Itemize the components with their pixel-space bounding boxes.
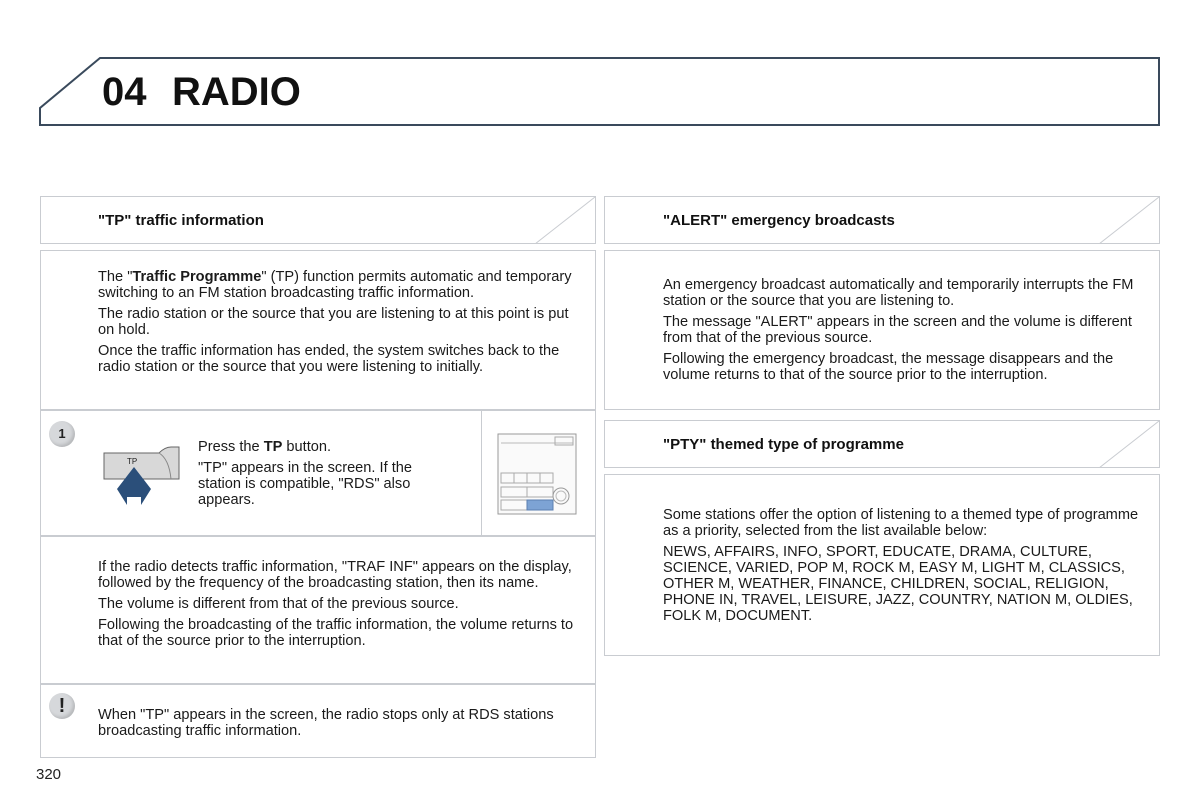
detection-paragraph: Following the broadcasting of the traffic information, the volume returns to that of the source prior to the interruption.: [98, 617, 574, 649]
pty-body-box: [604, 474, 1160, 656]
alert-body-box: [604, 250, 1160, 410]
chapter-title: RADIO: [172, 70, 301, 114]
corner-decoration: [1099, 197, 1159, 244]
tp-intro-paragraph: The "Traffic Programme" (TP) function permits automatic and temporary switching to an FM station broadcasting traffic information.: [98, 269, 572, 301]
tp-warning-box: [40, 684, 596, 758]
step-instruction: Press the TP button.: [198, 439, 332, 455]
warning-text: When "TP" appears in the screen, the radio stops only at RDS stations broadcasting traffic information.: [98, 707, 554, 739]
tp-step-box: [40, 410, 596, 536]
warning-icon: !: [49, 693, 75, 719]
detection-paragraph: If the radio detects traffic information, "TRAF INF" appears on the display, followed by the frequency of the broadcasting station, then its name.: [98, 559, 572, 591]
detection-paragraph: The volume is different from that of the previous source.: [98, 596, 459, 612]
corner-decoration: [535, 197, 595, 244]
tp-intro-paragraph: The radio station or the source that you are listening to at this point is put on hold.: [98, 306, 569, 338]
pty-paragraph: Some stations offer the option of listening to a themed type of programme as a priority, selected from the list available below:: [663, 507, 1139, 539]
tp-button-label: TP: [127, 457, 138, 466]
step-detail: "TP" appears in the screen. If the station is compatible, "RDS" also appears.: [198, 460, 412, 508]
radio-panel-illustration: [497, 433, 579, 517]
step-number-badge: 1: [49, 421, 75, 447]
pty-programme-list: NEWS, AFFAIRS, INFO, SPORT, EDUCATE, DRAMA, CULTURE, SCIENCE, VARIED, POP M, ROCK M, EASY M, LIGHT M, CLASSICS, OTHER M, WEATHER, FINANCE, CHILDREN, SOCIAL, RELIGION, PHONE IN, TRAVEL, LEISURE, JAZZ, COUNTRY, NATION M, OLDIES, FOLK M, DOCUMENT.: [663, 544, 1133, 624]
tp-section-title: "TP" traffic information: [98, 212, 264, 229]
tp-intro-box: [40, 250, 596, 410]
step-divider: [481, 411, 482, 535]
pty-section-title: "PTY" themed type of programme: [663, 436, 904, 453]
tp-button-illustration: [99, 445, 185, 511]
chapter-number: 04: [102, 70, 147, 114]
alert-paragraph: Following the emergency broadcast, the message disappears and the volume returns to that of the source prior to the interruption.: [663, 351, 1114, 383]
alert-paragraph: The message "ALERT" appears in the screen and the volume is different from that of the previous source.: [663, 314, 1132, 346]
corner-decoration: [1099, 421, 1159, 468]
tp-detection-box: [40, 536, 596, 684]
alert-paragraph: An emergency broadcast automatically and temporarily interrupts the FM station or the source that you are listening to.: [663, 277, 1134, 309]
tp-intro-paragraph: Once the traffic information has ended, the system switches back to the radio station or the source that you were listening to initially.: [98, 343, 560, 375]
page-number: 320: [36, 766, 62, 783]
alert-section-title: "ALERT" emergency broadcasts: [663, 212, 895, 229]
